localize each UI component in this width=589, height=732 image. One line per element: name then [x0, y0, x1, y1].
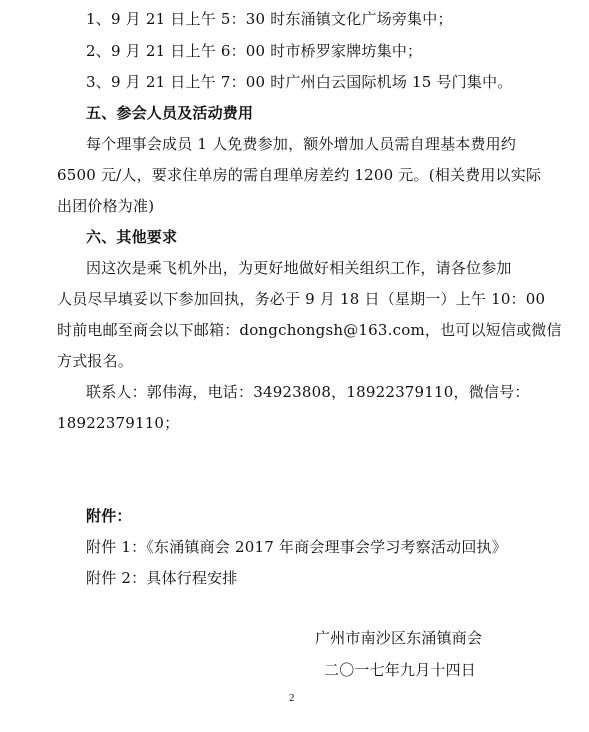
attachment-item-1: 附件 1：《东涌镇商会 2017 年商会理事会学习考察活动回执》 — [86, 538, 507, 556]
attachment-item-2: 附件 2：具体行程安排 — [86, 569, 238, 587]
section-6-paragraph-line-3: 时前电邮至商会以下邮箱：dongchongsh@163.com，也可以短信或微信 — [57, 321, 562, 339]
contact-line-1: 联系人：郭伟海，电话：34923808，18922379110，微信号： — [86, 383, 530, 401]
schedule-item-2: 2、9 月 21 日上午 6：00 时市桥罗家牌坊集中； — [86, 42, 423, 60]
attachments-heading: 附件： — [86, 507, 132, 525]
contact-line-2: 18922379110； — [57, 414, 180, 432]
section-5-paragraph-line-1: 每个理事会成员 1 人免费参加，额外增加人员需自理基本费用约 — [86, 135, 517, 153]
section-6-heading: 六、其他要求 — [86, 228, 178, 246]
section-5-paragraph-line-2: 6500 元/人，要求住单房的需自理单房差约 1200 元。(相关费用以实际 — [57, 166, 542, 184]
signature-date: 二〇一七年九月十四日 — [324, 661, 477, 679]
page-number: 2 — [289, 692, 295, 704]
section-6-paragraph-line-2: 人员尽早填妥以下参加回执，务必于 9 月 18 日（星期一）上午 10：00 — [57, 290, 546, 308]
section-6-paragraph-line-1: 因这次是乘飞机外出，为更好地做好相关组织工作，请各位参加 — [86, 259, 512, 277]
section-5-paragraph-line-3: 出团价格为准) — [57, 197, 155, 215]
schedule-item-1: 1、9 月 21 日上午 5：30 时东涌镇文化广场旁集中； — [86, 10, 453, 28]
section-6-paragraph-line-4: 方式报名。 — [57, 352, 134, 370]
schedule-item-3: 3、9 月 21 日上午 7：00 时广州白云国际机场 15 号门集中。 — [86, 73, 513, 91]
signature-org: 广州市南沙区东涌镇商会 — [315, 629, 483, 647]
section-5-heading: 五、参会人员及活动费用 — [86, 104, 254, 122]
